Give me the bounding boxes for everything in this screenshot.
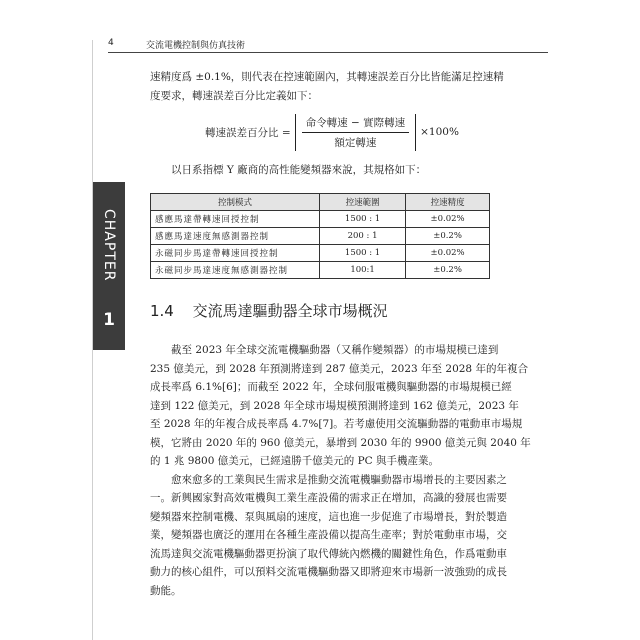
table-intro-line: 以日系指標 Y 廠商的高性能變頻器來說，其規格如下：: [171, 164, 427, 176]
table-header: 控速範圍: [320, 194, 406, 211]
table-intro: [150, 161, 536, 180]
table-cell: 200 : 1: [320, 228, 406, 245]
chapter-label: CHAPTER: [101, 208, 117, 282]
intro-paragraph: [150, 68, 536, 105]
table-row: [151, 262, 490, 279]
table-cell: 感應馬達帶轉速回授控制: [151, 211, 320, 228]
paragraph-line: 愈來愈多的工業與民生需求是推動交流電機驅動器市場增長的主要因素之: [171, 473, 507, 486]
paragraph-line: 模，它將由 2020 年的 960 億美元，暴增到 2030 年的 9900 億美元與 2040 年: [150, 436, 531, 449]
page-header: [108, 38, 548, 53]
table-cell: ±0.2%: [406, 262, 490, 279]
table-header: 控制模式: [151, 194, 320, 211]
table-cell: 1500 : 1: [320, 245, 406, 262]
chapter-side-tab: [93, 182, 125, 350]
paragraph-line: 235 億美元，到 2028 年預測將達到 287 億美元，2023 年至 2028 年的年複合: [150, 362, 528, 375]
table-header: 控速精度: [406, 194, 490, 211]
paragraph-line: 業，變頻器也廣泛的運用在各種生產設備以提高生產率；對於電動車市場，交: [150, 529, 507, 541]
section-number: 1.4: [150, 302, 174, 320]
paragraph-market-size: [150, 341, 536, 600]
paragraph-line: 流馬達與交流電機驅動器更扮演了取代傳統內燃機的關鍵性角色，作爲電動車: [150, 547, 507, 560]
table-row: [151, 211, 490, 228]
table-cell: 永磁同步馬達速度無感測器控制: [151, 262, 320, 279]
formula-rhs: ×100%: [420, 126, 459, 138]
intro-line: 速精度爲 ±0.1%，則代表在控速範圍內，其轉速誤差百分比皆能滿足控速精: [150, 71, 504, 83]
paragraph-line: 一。新興國家對高效電機與工業生產設備的需求正在增加，高識的發展也需要: [150, 492, 507, 504]
page-number: 4: [108, 38, 114, 48]
running-title: 交流電機控制與仿真技術: [146, 41, 246, 51]
formula-fraction: [295, 114, 416, 151]
paragraph-line: 達到 122 億美元，到 2028 年全球市場規模預測將達到 162 億美元，2023 年: [150, 399, 519, 412]
chapter-number: 1: [103, 310, 115, 330]
formula-lhs: 轉速誤差百分比 =: [205, 126, 291, 139]
paragraph-line: 成長率爲 6.1%[6]；而截至 2022 年，全球伺服電機與驅動器的市場規模已經: [150, 381, 512, 393]
table-cell: 感應馬達速度無感測器控制: [151, 228, 320, 245]
section-heading: [150, 300, 388, 321]
table-cell: ±0.02%: [406, 211, 490, 228]
paragraph-line: 的 1 兆 9800 億美元，已經遠勝千億美元的 PC 與手機產業。: [150, 455, 440, 467]
table-cell: 永磁同步馬達帶轉速回授控制: [151, 245, 320, 262]
formula-numerator: 命令轉速 − 實際轉速: [302, 114, 409, 133]
table-cell: 100:1: [320, 262, 406, 279]
paragraph-line: 動能。: [150, 584, 182, 597]
table-row: [151, 245, 490, 262]
paragraph-line: 至 2028 年的年複合成長率爲 4.7%[7]。若考慮使用交流驅動器的電動車市場規: [150, 418, 523, 430]
formula-denominator: 額定轉速: [334, 136, 377, 149]
table-cell: ±0.02%: [406, 245, 490, 262]
intro-line: 度要求，轉速誤差百分比定義如下：: [150, 89, 318, 102]
paragraph-line: 動力的核心組件，可以預料交流電機驅動器又即將迎來市場新一波強勁的成長: [150, 566, 507, 578]
error-percent-formula: [205, 113, 459, 151]
paragraph-line: 截至 2023 年全球交流電機驅動器（又稱作變頻器）的市場規模已達到: [171, 344, 499, 356]
spec-table: [150, 193, 490, 279]
table-header-row: [151, 194, 490, 211]
table-cell: ±0.2%: [406, 228, 490, 245]
table-row: [151, 228, 490, 245]
table-cell: 1500 : 1: [320, 211, 406, 228]
paragraph-line: 變頻器來控制電機、泵與風扇的速度，這也進一步促進了市場增長，對於製造: [150, 510, 507, 523]
section-title: 交流馬達驅動器全球市場概況: [192, 302, 388, 320]
